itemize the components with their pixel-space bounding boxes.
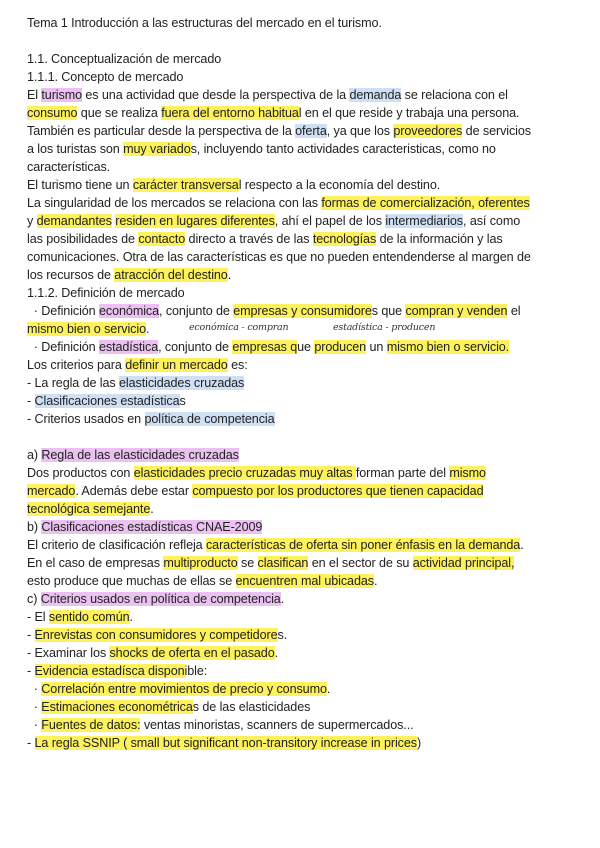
text-segment: El turismo tiene un: [27, 178, 133, 192]
text-segment: 1.1.2. Definición de mercado: [27, 286, 185, 300]
text-line: [27, 248, 586, 266]
text-segment: , ya que los: [326, 124, 394, 138]
highlighted-text: sentido común: [48, 610, 130, 624]
highlighted-text: mismo: [449, 466, 486, 480]
text-line: [27, 266, 586, 284]
text-segment: .: [520, 538, 524, 552]
text-segment: ·: [27, 700, 42, 714]
highlighted-text: definir un mercado: [125, 358, 228, 372]
highlighted-text: proveedores: [393, 124, 463, 138]
highlighted-text: empresas y consumidore: [233, 304, 372, 318]
text-segment: comunicaciones. Otra de las características es que no pueden entendenderse al margen de: [27, 250, 531, 264]
highlighted-text: estadística: [99, 340, 159, 354]
text-line: [27, 212, 586, 230]
text-line: [27, 194, 586, 212]
text-segment: El: [27, 88, 42, 102]
blank-line: [27, 32, 586, 50]
highlighted-text: tecnológica semejante: [27, 502, 151, 516]
text-line: [27, 140, 586, 158]
text-segment: , ahí el papel de los: [274, 214, 386, 228]
text-line: [27, 68, 586, 86]
text-segment: b): [27, 520, 42, 534]
text-line: [27, 608, 586, 626]
text-segment: ·: [27, 718, 42, 732]
blank-line: [27, 428, 586, 446]
text-segment: ): [416, 736, 422, 750]
highlighted-text: demandantes: [36, 214, 112, 228]
text-segment: En el caso de empresas: [27, 556, 164, 570]
text-segment: s: [179, 394, 186, 408]
text-segment: es una actividad que desde la perspectiva de la: [82, 88, 350, 102]
text-line: [27, 284, 586, 302]
text-segment: s que: [371, 304, 406, 318]
highlighted-text: mercado: [27, 484, 76, 498]
text-segment: s.: [277, 628, 288, 642]
text-segment: que se realiza: [77, 106, 162, 120]
text-line: [27, 518, 586, 536]
text-segment: el: [507, 304, 521, 318]
text-line: [27, 590, 586, 608]
highlighted-text: Clasificaciones estadísticas CNAE-2009: [41, 520, 263, 534]
text-segment: los recursos de: [27, 268, 115, 282]
highlighted-text: atracción del destino: [114, 268, 228, 282]
text-segment: 1.1.1. Concepto de mercado: [27, 70, 184, 84]
text-segment: a los turistas son: [27, 142, 124, 156]
text-segment: l en el que reside y trabaja una persona.: [298, 106, 520, 120]
highlighted-text: muy variado: [123, 142, 191, 156]
text-line: [27, 572, 586, 590]
highlighted-text: encuentren mal ubicadas: [235, 574, 374, 588]
highlighted-text: Evidencia estadísca dispon: [34, 664, 185, 678]
highlighted-text: demanda: [349, 88, 402, 102]
text-segment: se: [237, 556, 258, 570]
text-segment: .: [145, 322, 150, 336]
text-segment: - Criterios usados en: [27, 412, 145, 426]
text-line: [27, 734, 586, 752]
text-segment: · Definición: [27, 304, 99, 318]
text-segment: de la información y las: [376, 232, 503, 246]
highlighted-text: mismo bien o servicio: [27, 322, 146, 336]
highlighted-text: Regla de las elasticidades cruzadas: [41, 448, 239, 462]
highlighted-text: La regla SSNIP ( small but significant non-transitory increase in prices: [34, 736, 417, 750]
highlighted-text: actividad principal,: [412, 556, 515, 570]
text-segment: -: [27, 736, 35, 750]
highlighted-text: oferta: [295, 124, 327, 138]
highlighted-text: formas de comercialización, oferentes: [321, 196, 530, 210]
text-line: [27, 14, 586, 32]
text-line: [27, 176, 586, 194]
text-segment: - La regla de las: [27, 376, 120, 390]
document-body: [27, 14, 586, 752]
text-segment: a): [27, 448, 42, 462]
text-line: [27, 536, 586, 554]
highlighted-text: Correlación entre movimientos de precio y consumo: [41, 682, 327, 696]
handwritten-note-economica: económica - compran: [189, 322, 289, 333]
text-line: [27, 230, 586, 248]
text-line: [27, 482, 586, 500]
highlighted-text: política de competencia: [144, 412, 275, 426]
highlighted-text: clasifican: [257, 556, 309, 570]
text-segment: un: [366, 340, 387, 354]
text-segment: -: [27, 394, 35, 408]
text-segment: y: [27, 214, 37, 228]
text-segment: . Además debe estar: [75, 484, 193, 498]
text-segment: ible:: [184, 664, 208, 678]
text-line: [27, 500, 586, 518]
text-segment: .: [280, 592, 285, 606]
text-line: [27, 104, 586, 122]
text-segment: , así como: [463, 214, 521, 228]
text-line: [27, 698, 586, 716]
highlighted-text: carácter transversa: [132, 178, 239, 192]
text-segment: forman parte del: [355, 466, 450, 480]
text-line: [27, 302, 586, 320]
text-segment: s, incluyendo tanto actividades caracteristicas, como no: [190, 142, 496, 156]
highlighted-text: Enrevistas con consumidores y competidore: [34, 628, 278, 642]
highlighted-text: compuesto por los productores que tienen capacidad: [192, 484, 484, 498]
highlighted-text: elasticidades precio cruzadas muy altas: [133, 466, 356, 480]
text-line: [27, 50, 586, 68]
highlighted-text: compran y venden: [405, 304, 508, 318]
highlighted-text: producen: [314, 340, 367, 354]
text-line: [27, 626, 586, 644]
text-segment: ue: [297, 340, 315, 354]
text-line: [27, 392, 586, 410]
highlighted-text: Criterios usados en política de competencia: [40, 592, 281, 606]
text-line: [27, 464, 586, 482]
handwritten-note-estadistica: estadística - producen: [333, 322, 436, 333]
highlighted-text: residen en lugares diferentes: [115, 214, 275, 228]
text-segment: ventas minoristas, scanners de supermercados...: [140, 718, 414, 732]
text-line: [27, 410, 586, 428]
text-segment: ·: [27, 682, 42, 696]
text-line: [27, 446, 586, 464]
text-line: [27, 356, 586, 374]
text-line: [27, 158, 586, 176]
highlighted-text: mismo bien o servicio.: [386, 340, 510, 354]
text-segment: La singularidad de los mercados se relaciona con las: [27, 196, 322, 210]
text-segment: .: [227, 268, 232, 282]
text-segment: l respecto a la economía del destino.: [238, 178, 441, 192]
highlighted-text: intermediarios: [385, 214, 464, 228]
text-line: [27, 374, 586, 392]
text-segment: -: [27, 628, 35, 642]
text-segment: .: [274, 646, 279, 660]
text-segment: esto produce que muchas de ellas se: [27, 574, 236, 588]
text-segment: en el sector de su: [308, 556, 413, 570]
highlighted-text: tecnologías: [312, 232, 377, 246]
text-line: [27, 662, 586, 680]
highlighted-text: consumo: [27, 106, 78, 120]
highlighted-text: multiproducto: [163, 556, 238, 570]
highlighted-text: shocks de oferta en el pasado: [109, 646, 275, 660]
highlighted-text: contacto: [138, 232, 186, 246]
text-segment: características.: [27, 160, 111, 174]
highlighted-text: fuera del entorno habitua: [161, 106, 299, 120]
text-segment: s de las elasticidades: [192, 700, 311, 714]
text-segment: directo a través de las: [185, 232, 313, 246]
text-segment: · Definición: [27, 340, 99, 354]
highlighted-text: Estimaciones econométrica: [41, 700, 193, 714]
text-segment: -: [27, 664, 35, 678]
highlighted-text: empresas q: [232, 340, 298, 354]
highlighted-text: Clasificaciones estadística: [34, 394, 180, 408]
text-segment: También es particular desde la perspectiva de la: [27, 124, 296, 138]
highlighted-text: económica: [99, 304, 160, 318]
text-line: [27, 320, 586, 338]
text-line: [27, 122, 586, 140]
text-line: [27, 554, 586, 572]
text-line: [27, 86, 586, 104]
text-segment: .: [373, 574, 378, 588]
text-segment: se relaciona con el: [401, 88, 508, 102]
text-segment: .: [326, 682, 331, 696]
text-segment: c): [27, 592, 41, 606]
text-segment: es:: [227, 358, 248, 372]
text-segment: , conjunto de: [159, 304, 234, 318]
text-line: [27, 716, 586, 734]
text-segment: Los criterios para: [27, 358, 126, 372]
text-segment: - Examinar los: [27, 646, 110, 660]
text-line: [27, 644, 586, 662]
text-segment: Dos productos con: [27, 466, 134, 480]
text-segment: , conjunto de: [158, 340, 233, 354]
highlighted-text: características de oferta sin poner énfasis en la demanda: [205, 538, 521, 552]
text-segment: .: [129, 610, 133, 624]
text-line: [27, 680, 586, 698]
highlighted-text: Fuentes de datos:: [41, 718, 141, 732]
highlighted-text: turismo: [41, 88, 82, 102]
text-segment: - El: [27, 610, 49, 624]
text-segment: El criterio de clasificación refleja: [27, 538, 206, 552]
highlighted-text: elasticidades cruzadas: [119, 376, 245, 390]
text-line: [27, 338, 586, 356]
text-segment: las posibilidades de: [27, 232, 139, 246]
text-segment: 1.1. Conceptualización de mercado: [27, 52, 222, 66]
text-segment: Tema 1 Introducción a las estructuras del mercado en el turismo.: [27, 16, 382, 30]
text-segment: .: [150, 502, 154, 516]
text-segment: de servicios: [462, 124, 531, 138]
